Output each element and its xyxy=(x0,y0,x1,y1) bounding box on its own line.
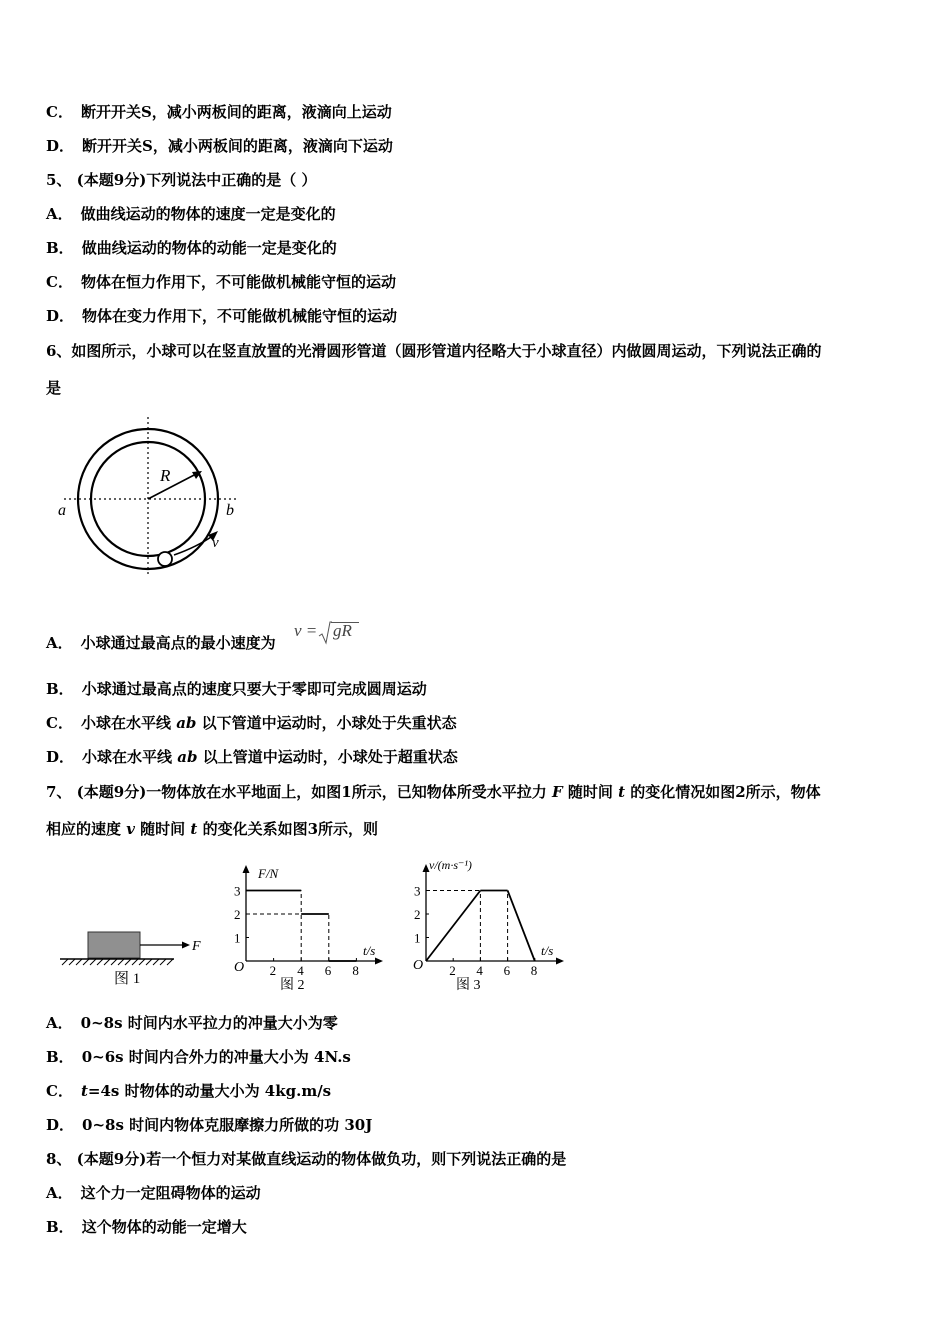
fig3-xlabel: t/s xyxy=(541,943,554,958)
q6-stem-line1: 6、如图所示，小球可以在竖直放置的光滑圆形管道（圆形管道内径略大于小球直径）内做圆周运动，下列说法正确的 xyxy=(46,342,822,360)
fig2-caption: 图 2 xyxy=(280,978,305,993)
fig1-caption: 图 1 xyxy=(114,971,141,987)
q6-stem-line2: 是 xyxy=(46,379,62,397)
fig3-ylabel: v/(m·s⁻¹) xyxy=(429,858,472,872)
fig3-xtick-label: 6 xyxy=(503,963,511,978)
q5-option-b: B． 做曲线运动的物体的动能一定是变化的 xyxy=(46,239,337,257)
q7-option-b: B． 0~6s 时间内合外力的冲量大小为 4N.s xyxy=(46,1048,351,1066)
ground-hatching xyxy=(62,959,173,965)
fig3-xtick-label: 2 xyxy=(449,963,456,978)
q7-fig3-velocity-time-graph xyxy=(402,855,572,995)
force-label: F xyxy=(192,939,201,954)
fig3-data-line xyxy=(426,891,480,962)
q5-option-a: A． 做曲线运动的物体的速度一定是变化的 xyxy=(46,205,336,223)
q6-circular-tube-figure xyxy=(52,415,247,580)
q7-stem-line1: 7、 (本题9分)一物体放在水平地面上，如图1所示，已知物体所受水平拉力 F 随时间 t 的变化情况如图2所示，物体 xyxy=(46,783,821,801)
fig2-ytick-label: 3 xyxy=(234,883,241,899)
q4-option-d: D． 断开开关S，减小两板间的距离，液滴向下运动 xyxy=(46,137,393,155)
fig2-origin: O xyxy=(234,960,245,975)
fig2-ylabel: F/N xyxy=(258,866,279,881)
fig3-ytick-label: 3 xyxy=(414,883,421,899)
formula-v-sqrt-gR: v = gR xyxy=(294,620,366,646)
fig3-xtick-label: 8 xyxy=(530,963,538,978)
fig2-xtick-label: 8 xyxy=(352,963,359,978)
fig2-xtick-label: 4 xyxy=(297,963,304,978)
q5-option-d: D． 物体在变力作用下，不可能做机械能守恒的运动 xyxy=(46,307,398,325)
fig3-origin: O xyxy=(413,958,424,973)
q7-fig1-block-on-ground xyxy=(56,925,206,987)
label-a: a xyxy=(58,502,66,519)
fig3-xtick-label: 4 xyxy=(476,963,483,978)
q5-stem: 5、 (本题9分)下列说法中正确的是（ ） xyxy=(46,171,317,189)
fig3-data-line xyxy=(508,891,535,962)
label-R: R xyxy=(160,466,171,485)
q7-option-d: D． 0~8s 时间内物体克服摩擦力所做的功 30J xyxy=(46,1116,373,1134)
fig2-ytick-label: 2 xyxy=(234,907,241,922)
fig2-xlabel: t/s xyxy=(363,943,376,958)
ball xyxy=(158,552,172,566)
block xyxy=(88,932,140,958)
force-arrowhead xyxy=(182,942,190,949)
q8-option-a: A． 这个力一定阻碍物体的运动 xyxy=(46,1184,261,1202)
q6-option-a: A． 小球通过最高点的最小速度为 xyxy=(46,634,276,652)
fig3-caption: 图 3 xyxy=(456,978,481,993)
q8-option-b: B． 这个物体的动能一定增大 xyxy=(46,1218,247,1236)
fig2-xtick-label: 2 xyxy=(269,963,277,978)
fig2-xtick-label: 6 xyxy=(324,963,332,978)
fig3-ytick-label: 2 xyxy=(414,907,421,922)
q5-option-c: C． 物体在恒力作用下，不可能做机械能守恒的运动 xyxy=(46,273,396,291)
q6-option-d: D． 小球在水平线 ab 以上管道中运动时，小球处于超重状态 xyxy=(46,748,458,766)
q6-option-c: C． 小球在水平线 ab 以下管道中运动时，小球处于失重状态 xyxy=(46,714,457,732)
q7-stem-line2: 相应的速度 v 随时间 t 的变化关系如图3所示，则 xyxy=(46,820,379,838)
q7-option-c: C． t=4s 时物体的动量大小为 4kg.m/s xyxy=(46,1082,332,1100)
q7-fig2-force-time-graph xyxy=(222,858,387,993)
q6-option-b: B． 小球通过最高点的速度只要大于零即可完成圆周运动 xyxy=(46,680,427,698)
radical-sign xyxy=(318,620,332,646)
q4-option-c: C． 断开开关S，减小两板间的距离，液滴向上运动 xyxy=(46,103,392,121)
label-b: b xyxy=(226,502,234,519)
fig3-ytick-label: 1 xyxy=(414,930,421,946)
radius-arrow xyxy=(148,473,198,499)
fig2-ytick-label: 1 xyxy=(234,930,241,946)
label-v: v xyxy=(212,535,219,551)
q7-option-a: A． 0~8s 时间内水平拉力的冲量大小为零 xyxy=(46,1014,338,1032)
q8-stem: 8、 (本题9分)若一个恒力对某做直线运动的物体做负功，则下列说法正确的是 xyxy=(46,1150,567,1168)
